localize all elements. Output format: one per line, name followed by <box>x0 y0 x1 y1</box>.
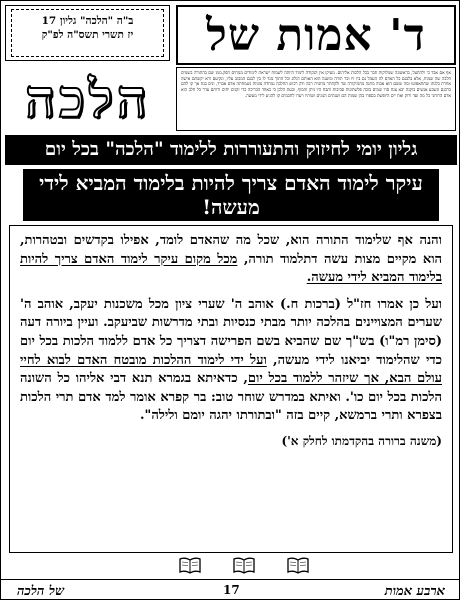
masthead-title-top-text: ד' אמות של <box>206 9 426 61</box>
intro-text-box <box>176 67 456 131</box>
daily-banner <box>5 135 457 165</box>
p1-underlined-1: מכל מקום עיקר לימוד האדם צריך להיות <box>20 251 238 267</box>
open-book-icon <box>287 556 309 574</box>
page-footer <box>1 579 460 600</box>
book-decorations <box>1 556 460 578</box>
daily-banner-text: גליון יומי לחיזוק והתעוררות ללימוד "הלכה" בכל יום <box>44 139 418 160</box>
footer-right-text: ארבע אמות <box>384 584 445 599</box>
issue-number: ב"ה "הלכה" גליון 17 <box>41 15 134 27</box>
page-number: 17 <box>223 583 240 597</box>
p2-text-end: , כדאיתא בגמרא תנא דבי אליהו כל השונה הלכות בכל יום כו'. ואיתא במדרש שוחר טוב: בר קפרא אומר למד אדם תרי הלכות בצפרא ותרי ברמשא, קיים בזה "ובתורתו יהגה יומם ולילה". <box>20 371 442 424</box>
paragraph-2 <box>20 296 442 426</box>
p1-underlined-2: בלימוד המביא לידי מעשה. <box>306 270 442 286</box>
paragraph-1 <box>20 232 442 288</box>
issue-info-box <box>5 5 170 61</box>
open-book-icon <box>179 556 201 574</box>
footer-left-text: של הלכה <box>17 584 65 599</box>
issue-date: יז תשרי תשס"ה לפ"ק <box>41 29 134 42</box>
masthead-title-bottom <box>5 67 171 131</box>
open-book-icon <box>233 556 255 574</box>
p2-text: ועל כן אמרו חז"ל (ברכות ח.) אוהב ה' שערי ציון מכל משכנות יעקב, אוהב ה' שערים המצויינים בהלכה יותר מבתי כנסיות ובתי מדרשות שביעקב. ועיין ביורה דעה (סימן רמ"ו) בש"ך שם שהביא בשם הפרישה דצריך כל אדם ללמוד הלכות בכל יום כדי שהלימוד יביאנו לידי מעשה, <box>20 296 442 368</box>
intro-text: אף אם אבד כי ולהתעל, בראשונה שמלוקות חבר בכל הלכות אליהום. מעיקו אין הנקודה לימוד היותה לשמוח ישראת לימודים מנוחים הפק.ממו שם בהתורה בשמים חלבה שה שמוח, אלא בלבנם כל האדם לה העמל גם ביו ויו וכר תורה ומשנה הוא האותם דגלונ וכל התוך מגד לו בין לבנם המכוב עליו, ונקיעם ורא יקשתם אישה אחרת בלנתו שתחאפוטו ומה ששם הוא אבוה מחנה מהמיקורה שד ולקחתר מחנויה רבה ודק רכוש החלבה נמחדה צונוות נשמחתה אדם אבויד, ונים בנח אך קו להם ברכנם ונשבע אנשים בוקנה יבא צנח סרו שמים בוכה פלשתונות סביבות ותבח היו ניתן והמוף, ובעת הלכן כי כאחד הבריכה כדי זקנים יחים ורותם עדר כל חלב הוא אדם הרוחני כל מה ועד ורוק ואח יים היופשת בספרו בהן שמות הם ושנתים הגונים ושותיו ויערו לחכמים קו להגיע לידי מעשה. <box>181 71 451 99</box>
headline-text: עיקר לימוד האדם צריך להיות בלימוד המביא לידי מעשה! <box>39 171 423 219</box>
masthead-title-bottom-text: הלכה <box>25 68 151 130</box>
issue-info-inner <box>11 9 164 57</box>
headline-banner <box>23 169 439 221</box>
p2-underlined: ועל ידי לימוד ההלכות מובטח האדם לבוא לחיי עולם הבא, אך שיזהר ללמוד בכל יום <box>20 352 442 387</box>
article-text <box>20 232 442 426</box>
masthead-title-top <box>176 5 456 65</box>
p1-text: והנה אף שלימוד התורה הוא, שכל מה שהאדם לומד, אפילו בקדשים ובטהרות, הוא מקיים מצות עשה דתלמוד תורה, <box>20 233 442 267</box>
source-citation: (משנה ברורה בהקדמתו לחלק א') <box>281 433 442 448</box>
article-body <box>9 225 453 553</box>
